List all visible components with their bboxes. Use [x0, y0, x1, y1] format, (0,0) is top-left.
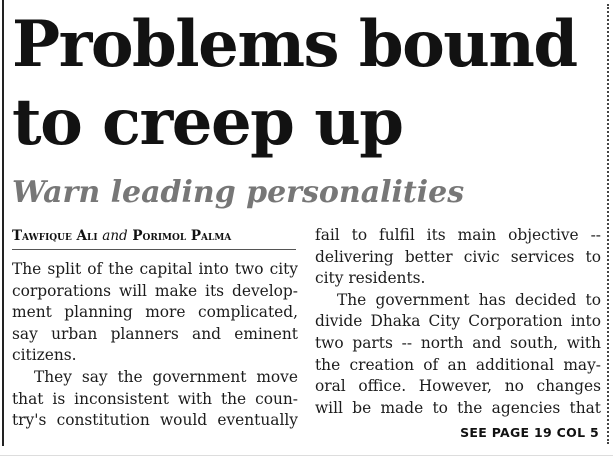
column-1-line: They say the government move	[34, 367, 298, 386]
bottom-rule	[0, 455, 613, 456]
column-1-line: ment planning more complicated,	[12, 303, 298, 322]
headline	[12, 6, 597, 162]
continuation-jump-line: SEE PAGE 19 COL 5	[460, 425, 599, 440]
byline-author-1: Tawfique Ali	[12, 228, 98, 244]
column-2-line: two parts -- north and south, with	[315, 333, 601, 352]
byline-conjunction: and	[102, 228, 128, 244]
cut-line-right	[607, 4, 609, 444]
column-1-line: corporations will make its develop-	[12, 281, 298, 300]
column-2-line: The government has decided to	[337, 290, 601, 309]
article-column-1	[12, 259, 298, 432]
subheadline: Warn leading personalities	[12, 175, 465, 210]
column-1-line: citizens.	[12, 346, 77, 365]
byline	[12, 223, 296, 250]
headline-line-1: Problems bound	[12, 7, 577, 82]
column-2-line: will be made to the agencies that	[315, 398, 601, 417]
column-1-line: The split of the capital into two city	[12, 260, 298, 278]
column-1-line: say urban planners and eminent	[12, 324, 298, 343]
column-rule-left	[2, 0, 4, 446]
column-1-line: that is inconsistent with the coun-	[12, 389, 298, 408]
column-2-line: fail to fulfil its main objective --	[315, 226, 601, 244]
column-2-line: the creation of an additional may-	[315, 355, 601, 374]
column-2-line: delivering better civic services to	[315, 247, 601, 266]
column-2-line: divide Dhaka City Corporation into	[315, 312, 601, 331]
headline-line-2: to creep up	[12, 85, 403, 160]
article-column-2	[315, 225, 601, 419]
byline-author-2: Porimol Palma	[132, 228, 232, 244]
column-2-line: oral office. However, no changes	[315, 377, 601, 396]
column-2-line: city residents.	[315, 269, 426, 288]
column-1-line: try's constitution would eventually	[12, 411, 298, 430]
